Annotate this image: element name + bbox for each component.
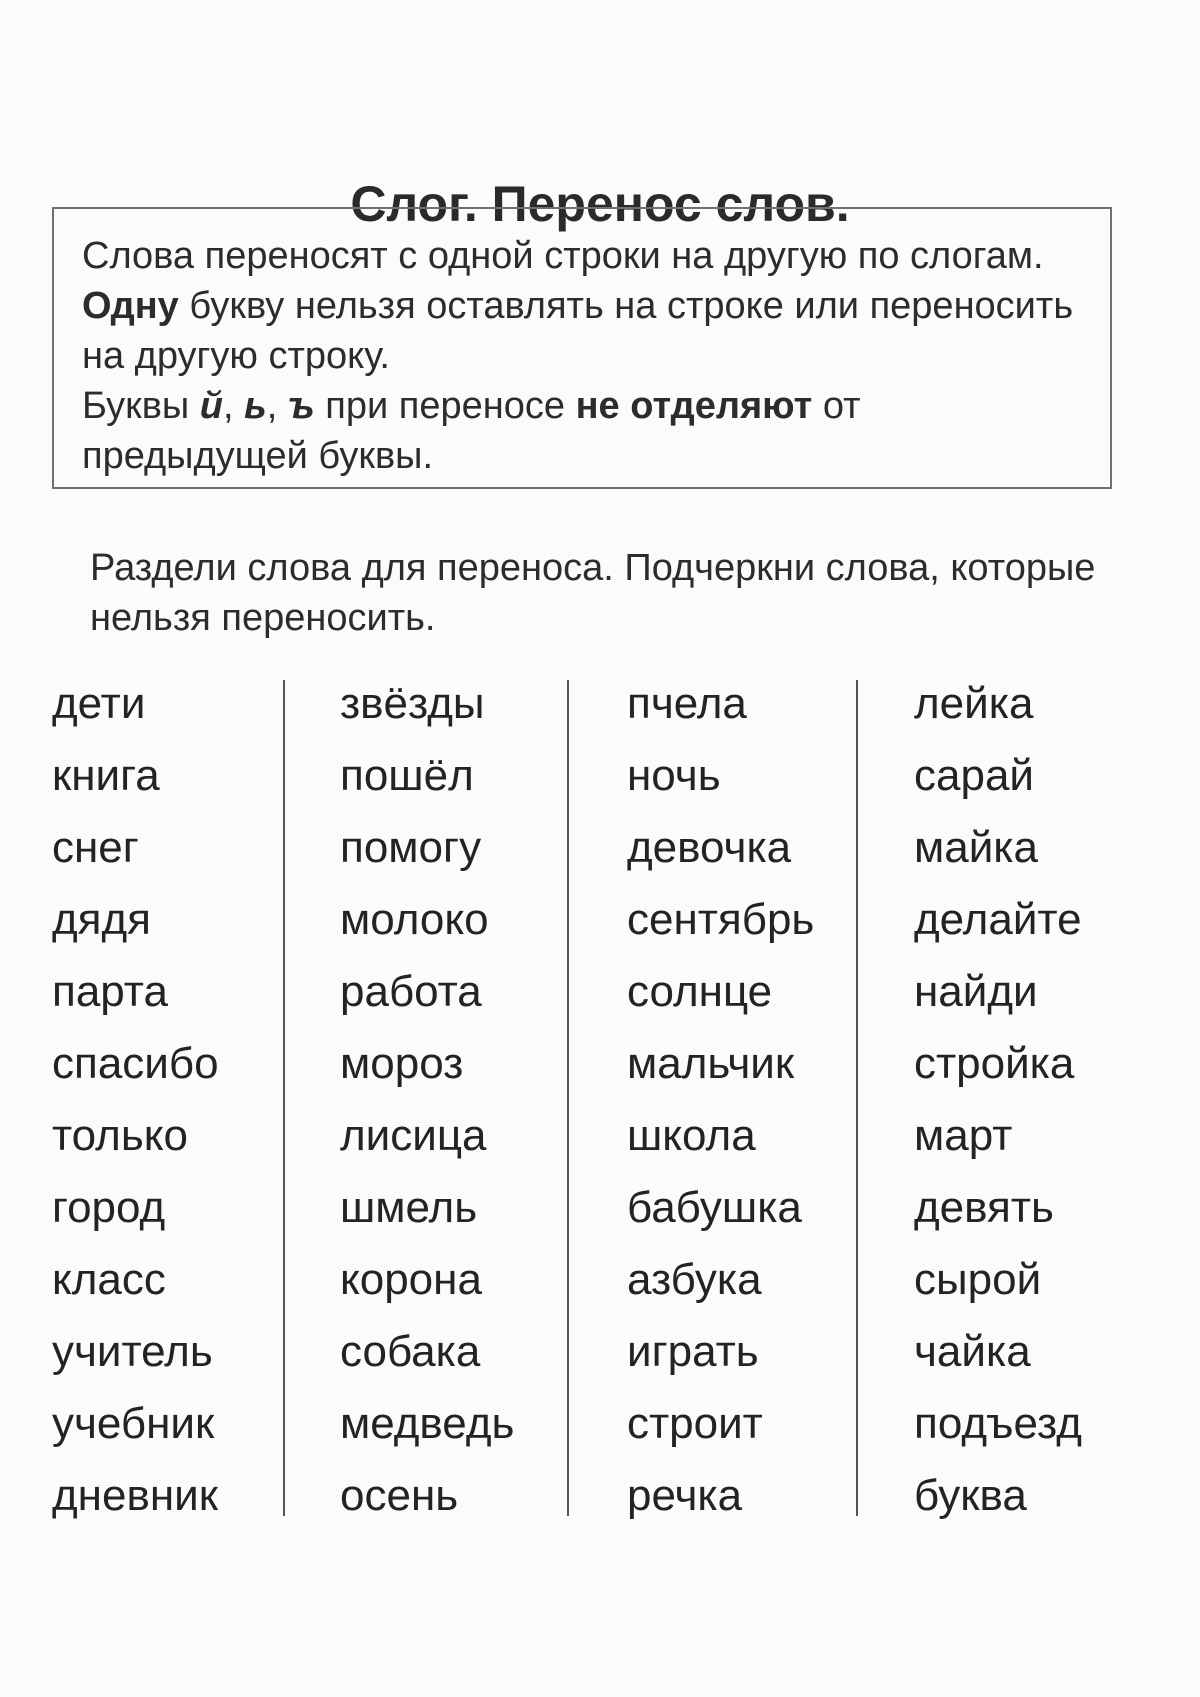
word-item: майка [914, 823, 1038, 872]
word-item: звёзды [340, 679, 485, 728]
word-item: девять [914, 1183, 1054, 1232]
word-item: ночь [627, 751, 721, 800]
word-item: шмель [340, 1183, 478, 1232]
task-instruction: Раздели слова для переноса. Подчеркни слова, которые нельзя переносить. [90, 547, 1096, 639]
word-item: чайка [914, 1327, 1031, 1376]
word-item: дневник [52, 1471, 218, 1520]
word-item: мальчик [627, 1039, 795, 1088]
word-item: девочка [627, 823, 792, 872]
word-item: учебник [52, 1399, 215, 1448]
rule-letters-end: от предыдущей буквы. [82, 385, 861, 477]
word-item: осень [340, 1471, 459, 1520]
column-divider [567, 680, 569, 1516]
word-item: речка [627, 1471, 743, 1520]
rule-emphasis-not-separate: не отделяют [575, 385, 813, 427]
word-item: подъезд [914, 1399, 1082, 1448]
word-item: работа [340, 967, 482, 1016]
rule-letters [82, 381, 1084, 481]
column-divider [283, 680, 285, 1516]
word-item: корона [340, 1255, 482, 1304]
word-item: спасибо [52, 1039, 219, 1088]
word-item: класс [52, 1255, 166, 1304]
letter-soft-sign: ь [244, 385, 267, 427]
word-item: бабушка [627, 1183, 802, 1232]
word-column-2 [340, 668, 514, 1532]
word-columns [0, 668, 1200, 1528]
word-item: пчела [627, 679, 747, 728]
word-item: лейка [914, 679, 1034, 728]
word-item: мороз [340, 1039, 464, 1088]
word-item: лисица [340, 1111, 487, 1160]
word-item: собака [340, 1327, 481, 1376]
word-item: город [52, 1183, 166, 1232]
word-item: помогу [340, 823, 482, 872]
word-item: учитель [52, 1327, 213, 1376]
word-item: только [52, 1111, 188, 1160]
word-column-1 [52, 668, 219, 1532]
word-item: стройка [914, 1039, 1075, 1088]
comma-1: , [223, 385, 234, 427]
word-item: молоко [340, 895, 489, 944]
word-item: март [914, 1111, 1013, 1160]
word-item: снег [52, 823, 139, 872]
word-item: сентябрь [627, 895, 815, 944]
word-item: книга [52, 751, 160, 800]
word-item: пошёл [340, 751, 474, 800]
letter-short-i: й [199, 385, 224, 427]
rule-letters-mid: при переносе [325, 385, 565, 427]
letter-hard-sign: ъ [287, 385, 315, 427]
word-item: сырой [914, 1255, 1042, 1304]
rule-line-1: Слова переносят с одной строки на другую по слогам. [82, 235, 1044, 277]
word-item: сарай [914, 751, 1034, 800]
word-item: строит [627, 1399, 763, 1448]
word-item: парта [52, 967, 168, 1016]
word-item: дети [52, 679, 146, 728]
word-item: найди [914, 967, 1038, 1016]
word-column-4 [914, 668, 1082, 1532]
word-column-3 [627, 668, 814, 1532]
word-item: делайте [914, 895, 1082, 944]
rule-line-2: букву нельзя оставлять на строке или переносить на другую строку. [82, 285, 1074, 377]
rule-box [52, 207, 1112, 489]
word-item: азбука [627, 1255, 762, 1304]
word-item: школа [627, 1111, 756, 1160]
rule-letters-prefix: Буквы [82, 385, 190, 427]
rule-emphasis-one: Одну [82, 285, 179, 327]
word-item: медведь [340, 1399, 515, 1448]
word-item: дядя [52, 895, 151, 944]
word-item: буква [914, 1471, 1027, 1520]
word-item: играть [627, 1327, 759, 1376]
page-title: Слог. Перенос слов. [350, 175, 850, 232]
column-divider [856, 680, 858, 1516]
comma-2: , [266, 385, 278, 427]
word-item: солнце [627, 967, 773, 1016]
rule-text [82, 231, 1084, 381]
